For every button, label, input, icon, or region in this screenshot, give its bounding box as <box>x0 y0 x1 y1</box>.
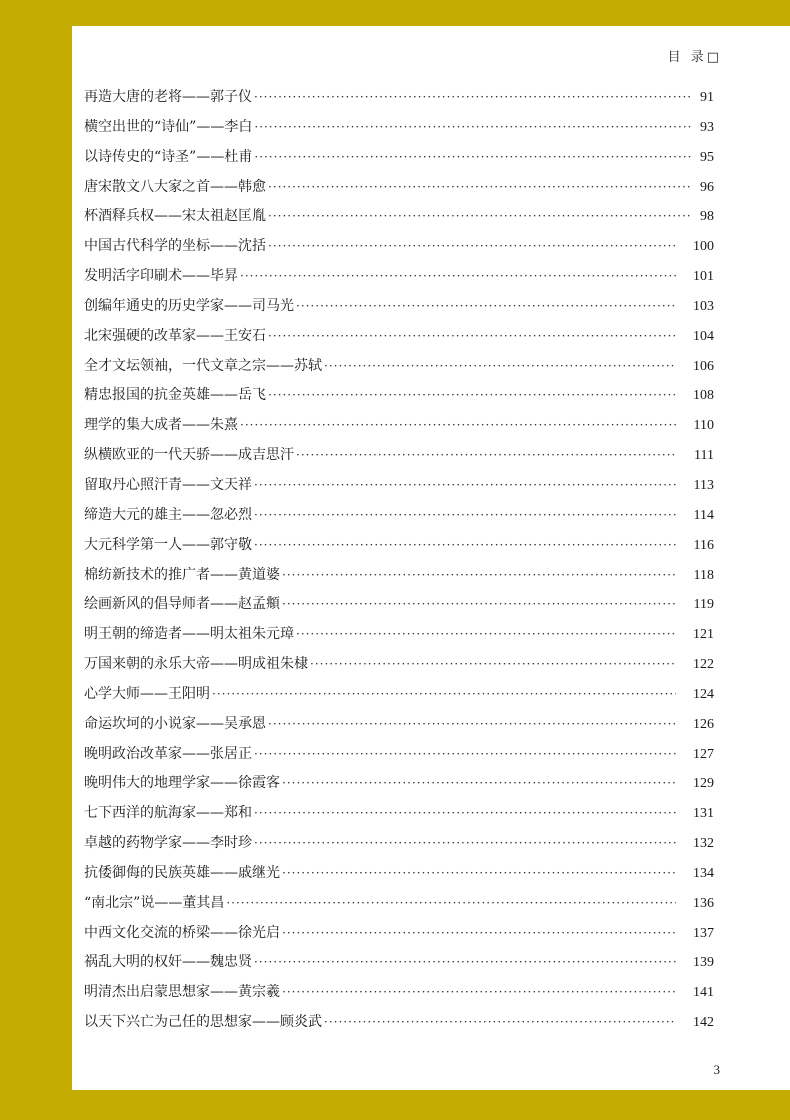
dot-leader <box>240 269 676 283</box>
toc-entry[interactable] <box>84 862 714 892</box>
dot-leader <box>268 209 692 223</box>
toc-entry-title: 明王朝的缔造者——明太祖朱元璋 <box>84 626 294 643</box>
dot-leader <box>254 806 676 820</box>
dot-leader <box>296 299 676 313</box>
toc-entry-title: 棉纺新技术的推广者——黄道婆 <box>84 566 280 583</box>
toc-entry-page: 126 <box>693 716 714 732</box>
toc-entry[interactable] <box>84 593 714 623</box>
toc-entry[interactable] <box>84 564 714 594</box>
dot-leader <box>282 985 676 999</box>
dot-leader <box>254 508 676 522</box>
toc-entry-page: 106 <box>693 358 714 374</box>
toc-entry-title: 晚明政治改革家——张居正 <box>84 745 252 762</box>
toc-entry[interactable] <box>84 444 714 474</box>
toc-entry-page: 113 <box>693 477 714 493</box>
dot-leader <box>282 776 676 790</box>
toc-entry-page: 129 <box>693 776 714 792</box>
dot-leader <box>254 478 676 492</box>
toc-entry-title: 精忠报国的抗金英雄——岳飞 <box>84 387 266 404</box>
toc-entry[interactable] <box>84 623 714 653</box>
dot-leader <box>254 955 676 969</box>
dot-leader <box>268 717 676 731</box>
toc-entry-title: 纵横欧亚的一代天骄——成吉思汗 <box>84 447 294 464</box>
toc-entry-title: 晚明伟大的地理学家——徐霞客 <box>84 775 280 792</box>
toc-entry-page: 121 <box>693 627 714 643</box>
toc-entry-title: 创编年通史的历史学家——司马光 <box>84 297 294 314</box>
dot-leader <box>268 239 676 253</box>
toc-entry-page: 110 <box>693 418 714 434</box>
toc-entry[interactable] <box>84 713 714 743</box>
dot-leader <box>254 747 676 761</box>
toc-entry-title: 再造大唐的老将——郭子仪 <box>84 89 252 105</box>
toc-entry[interactable] <box>84 474 714 504</box>
dot-leader <box>254 538 676 552</box>
toc-entry-page: 91 <box>700 90 714 105</box>
running-header: 目 录□ <box>667 50 722 65</box>
toc-entry-title: 唐宋散文八大家之首——韩愈 <box>84 178 266 195</box>
toc-entry[interactable] <box>84 892 714 922</box>
dot-leader <box>268 388 676 402</box>
toc-entry-title: 缔造大元的雄主——忽必烈 <box>84 506 252 523</box>
dot-leader <box>254 836 676 850</box>
toc-entry-page: 141 <box>693 985 714 1001</box>
toc-entry-title: 留取丹心照汗青——文天祥 <box>84 476 252 493</box>
toc-entry[interactable] <box>84 176 714 206</box>
toc-entry-page: 118 <box>693 567 714 583</box>
dot-leader <box>324 1015 676 1029</box>
toc-entry[interactable] <box>84 504 714 534</box>
toc-entry-title: 卓越的药物学家——李时珍 <box>84 835 252 852</box>
toc-entry-title: 全才文坛领袖，一代文章之宗——苏轼 <box>84 357 322 374</box>
toc-entry[interactable] <box>84 534 714 564</box>
toc-entry-title: 发明活字印刷术——毕昇 <box>84 268 238 285</box>
toc-entry[interactable] <box>84 772 714 802</box>
dot-leader <box>296 627 676 641</box>
dot-leader <box>282 597 676 611</box>
toc-entry-title: 绘画新风的倡导师者——赵孟頫 <box>84 596 280 613</box>
toc-entry-title: 七下西洋的航海家——郑和 <box>84 805 252 822</box>
toc-entry-title: 杯酒释兵权——宋太祖赵匡胤 <box>84 208 266 225</box>
toc-entry[interactable] <box>84 146 714 176</box>
toc-entry-title: 命运坎坷的小说家——吴承恩 <box>84 715 266 732</box>
toc-entry[interactable] <box>84 683 714 713</box>
toc-entry[interactable] <box>84 414 714 444</box>
dot-leader <box>254 150 692 164</box>
toc-entry-page: 137 <box>693 925 714 941</box>
dot-leader <box>268 329 676 343</box>
toc-entry[interactable] <box>84 743 714 773</box>
toc-entry-page: 116 <box>693 537 714 553</box>
toc-entry[interactable] <box>84 1011 714 1041</box>
toc-entry[interactable] <box>84 653 714 683</box>
dot-leader <box>268 180 692 194</box>
toc-entry-title: 万国来朝的永乐大帝——明成祖朱棣 <box>84 656 308 673</box>
toc-entry-page: 95 <box>700 149 714 165</box>
toc-entry-title: 中国古代科学的坐标——沈括 <box>84 238 266 255</box>
toc-page <box>72 26 790 1090</box>
dot-leader <box>254 90 692 104</box>
toc-entry-title: “南北宗”说——董其昌 <box>84 894 225 911</box>
toc-entry-page: 136 <box>693 895 714 911</box>
toc-entry[interactable] <box>84 384 714 414</box>
dot-leader <box>296 448 676 462</box>
toc-entry-title: 理学的集大成者——朱熹 <box>84 417 238 434</box>
toc-entry[interactable] <box>84 355 714 385</box>
dot-leader <box>212 687 676 701</box>
dot-leader <box>254 120 692 134</box>
toc-entry-page: 100 <box>693 239 714 255</box>
toc-entry-page: 98 <box>700 209 714 225</box>
dot-leader <box>282 926 676 940</box>
toc-entry[interactable] <box>84 265 714 295</box>
toc-entry-page: 142 <box>693 1015 714 1031</box>
toc-entry-title: 祸乱大明的权奸——魏忠贤 <box>84 954 252 971</box>
toc-entry-page: 139 <box>693 955 714 971</box>
dot-leader <box>282 866 676 880</box>
toc-entry-page: 124 <box>693 686 714 702</box>
toc-entry-title: 横空出世的“诗仙”——李白 <box>84 118 253 135</box>
toc-entry-page: 103 <box>693 298 714 314</box>
toc-entry-page: 114 <box>693 507 714 523</box>
toc-entry[interactable] <box>84 951 714 981</box>
toc-entry-page: 108 <box>693 388 714 404</box>
toc-entry-page: 122 <box>693 657 714 673</box>
toc-entry-page: 127 <box>693 746 714 762</box>
toc-entry-title: 北宋强硬的改革家——王安石 <box>84 327 266 344</box>
toc-entry[interactable] <box>84 86 714 116</box>
toc-entry-page: 119 <box>693 597 714 613</box>
toc-entry-title: 大元科学第一人——郭守敬 <box>84 536 252 553</box>
toc-entry-title: 心学大师——王阳明 <box>84 685 210 702</box>
toc-entry-page: 101 <box>693 269 714 285</box>
toc-entry[interactable] <box>84 205 714 235</box>
toc-entry[interactable] <box>84 832 714 862</box>
page-number: 3 <box>713 1062 720 1077</box>
toc-entry-page: 111 <box>694 448 714 464</box>
toc-entry-page: 96 <box>700 179 714 195</box>
toc-entry-page: 93 <box>700 119 714 135</box>
toc-entry-title: 以天下兴亡为己任的思想家——顾炎武 <box>84 1014 322 1031</box>
dot-leader <box>226 896 676 910</box>
toc-entry[interactable] <box>84 116 714 146</box>
dot-leader <box>282 568 676 582</box>
toc-entry-page: 131 <box>693 806 714 822</box>
dot-leader <box>240 418 676 432</box>
toc-entry[interactable] <box>84 922 714 952</box>
toc-entry-page: 134 <box>693 865 714 881</box>
toc-entry-title: 抗倭御侮的民族英雄——戚继光 <box>84 864 280 881</box>
dot-leader <box>324 359 676 373</box>
toc-entry-title: 中西文化交流的桥梁——徐光启 <box>84 924 280 941</box>
toc-entry-title: 明清杰出启蒙思想家——黄宗羲 <box>84 984 280 1001</box>
toc-entry[interactable] <box>84 295 714 325</box>
toc-entry-page: 104 <box>693 328 714 344</box>
table-of-contents <box>84 86 714 1041</box>
toc-entry-page: 132 <box>693 836 714 852</box>
dot-leader <box>310 657 676 671</box>
toc-entry[interactable] <box>84 235 714 265</box>
toc-entry[interactable] <box>84 802 714 832</box>
toc-entry[interactable] <box>84 325 714 355</box>
toc-entry[interactable] <box>84 981 714 1011</box>
toc-entry-title: 以诗传史的“诗圣”——杜甫 <box>84 148 253 165</box>
